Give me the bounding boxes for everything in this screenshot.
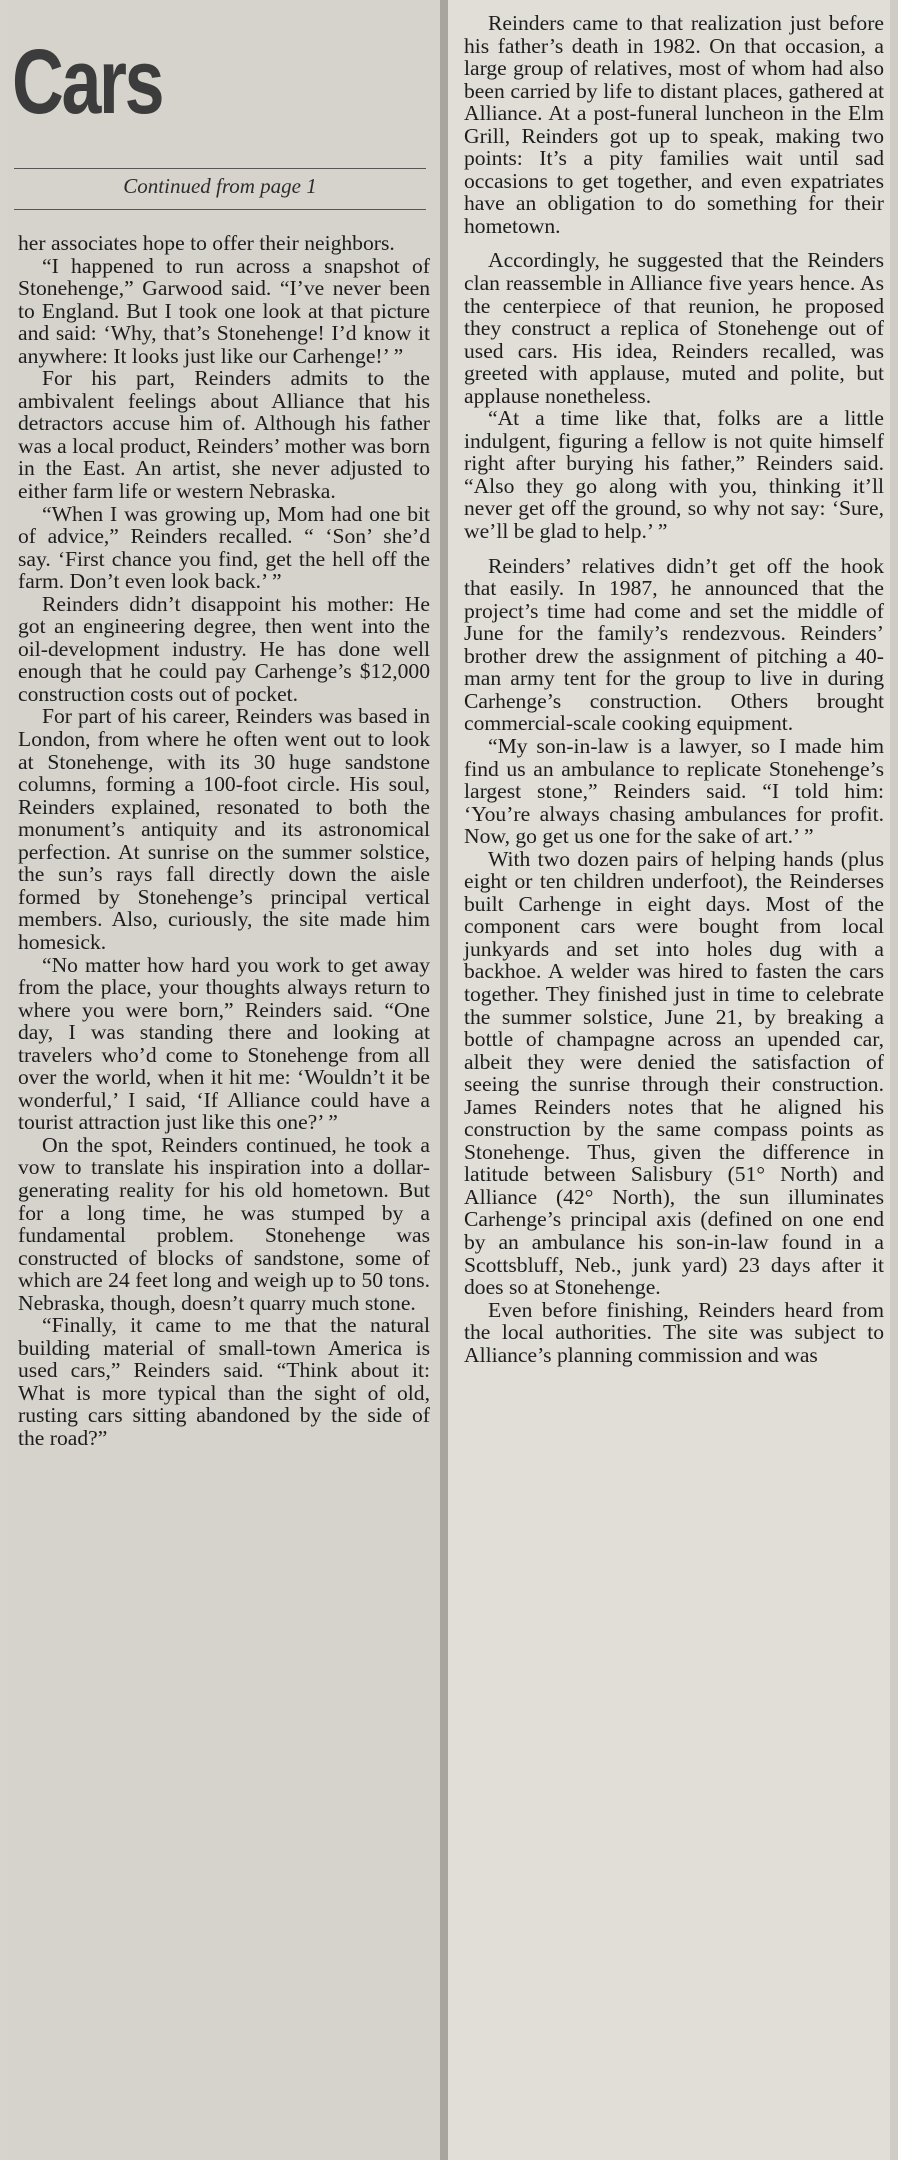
paragraph: Even before finishing, Reinders heard from the local authorities. The site was subject to Alliance’s planning commission and was <box>464 1297 884 1367</box>
paragraph: For part of his career, Reinders was based in London, from where he often went out to look at Stonehenge, with its 30 huge sandstone columns, forming a 100-foot circle. His soul, Reinders explained, resonated to both the monument’s antiquity and its astronomical perfection. At sunrise on the summer solstice, the sun’s rays fall directly down the aisle formed by Stonehenge’s principal vertical members. Also, curiously, the site made him homesick. <box>18 704 430 954</box>
paragraph: Reinders’ relatives didn’t get off the hook that easily. In 1987, he announced that the project’s time had come and set the middle of June for the family’s rendezvous. Reinders’ brother drew the assignment of pitching a 40-man army tent for the group to live in during Carhenge’s construction. Others brought commercial-scale cooking equipment. <box>464 553 884 736</box>
paragraph: Reinders didn’t disappoint his mother: He got an engineering degree, then went into the oil-development industry. He has done well enough that he could pay Carhenge’s $12,000 construction costs out of pocket. <box>18 591 430 706</box>
left-column-text <box>18 232 430 1450</box>
paragraph: “Finally, it came to me that the natural building material of small-town America is used cars,” Reinders said. “Think about it: What is more typical than the sight of old, rusting cars sitting abandoned by the side of the road?” <box>18 1313 430 1450</box>
paragraph: “When I was growing up, Mom had one bit of advice,” Reinders recalled. “ ‘Son’ she’d say. ‘First chance you find, get the hell off the farm. Don’t even look back.’ ” <box>18 501 430 594</box>
paragraph: her associates hope to offer their neighbors. <box>18 231 395 255</box>
paragraph: “At a time like that, folks are a little indulgent, figuring a fellow is not quite himself right after burying his father,” Reinders said. “Also they go along with you, thinking it’ll never get off the ground, so why not say: ‘Sure, we’ll be glad to help.’ ” <box>464 406 884 544</box>
paragraph: On the spot, Reinders continued, he took a vow to translate his inspiration into a dollar-generating reality for his old hometown. But for a long time, he was stumped by a fundamental problem. Stonehenge was constructed of blocks of sandstone, some of which are 24 feet long and weigh up to 50 tons. Nebraska, though, doesn’t quarry much stone. <box>18 1132 430 1315</box>
paragraph: “My son-in-law is a lawyer, so I made him find us an ambulance to replicate Stonehenge’s largest stone,” Reinders said. “I told him: ‘You’re always chasing ambulances for profit. Now, go get us one for the sake of art.’ ” <box>464 733 884 849</box>
paragraph: “No matter how hard you work to get away from the place, your thoughts always return to where you were born,” Reinders said. “One day, I was standing there and looking at travelers who’d come to Stonehenge from all over the world, when it hit me: ‘Wouldn’t it be wonderful,’ I said, ‘If Alliance could have a tourist attraction just like this one?’ ” <box>18 952 430 1135</box>
paragraph: “I happened to run across a snapshot of Stonehenge,” Garwood said. “I’ve never been to England. But I took one look at that picture and said: ‘Why, that’s Stonehenge! I’d know it anywhere: It looks just like our Carhenge!’ ” <box>18 253 430 368</box>
clipping-gap <box>440 0 448 2160</box>
paragraph: Reinders came to that realization just before his father’s death in 1982. On that occasion, a large group of relatives, most of whom had also been carried by life to distant places, gathered at Alliance. At a post-funeral luncheon in the Elm Grill, Reinders got up to speak, making two points: It’s a pity families wait until sad occasions to get together, and even expatriates have an obligation to do something for their hometown. <box>464 11 884 238</box>
right-column-text <box>464 12 884 1366</box>
paragraph: With two dozen pairs of helping hands (plus eight or ten children underfoot), the Reinderses built Carhenge in eight days. Most of the component cars were bought from local junkyards and set into holes dug with a backhoe. A welder was hired to fasten the cars together. They finished just in time to celebrate the summer solstice, June 21, by breaking a bottle of champagne across an upended car, albeit they were denied the satisfaction of seeing the sunrise through their construction. James Reinders notes that he aligned his construction by the same compass points as Stonehenge. Thus, given the difference in latitude between Salisbury (51° North) and Alliance (42° North), the sun illuminates Carhenge’s principal axis (defined on one end by an ambulance his son-in-law found in a Scottsbluff, Neb., junk yard) 23 days after it does so at Stonehenge. <box>464 846 884 1300</box>
continued-line: Continued from page 1 <box>123 174 317 198</box>
headline: Cars <box>12 31 163 133</box>
divider-rule <box>14 209 426 210</box>
divider-rule <box>14 168 426 169</box>
paragraph: Accordingly, he suggested that the Reinders clan reassemble in Alliance five years hence. As the centerpiece of that reunion, he proposed they construct a replica of Stonehenge out of used cars. His idea, Reinders recalled, was greeted with applause, muted and polite, but applause nonetheless. <box>464 248 884 408</box>
paragraph: For his part, Reinders admits to the ambivalent feelings about Alliance that his detractors accuse him of. Although his father was a local product, Reinders’ mother was born in the East. An artist, she never adjusted to either farm life or western Nebraska. <box>18 366 430 504</box>
